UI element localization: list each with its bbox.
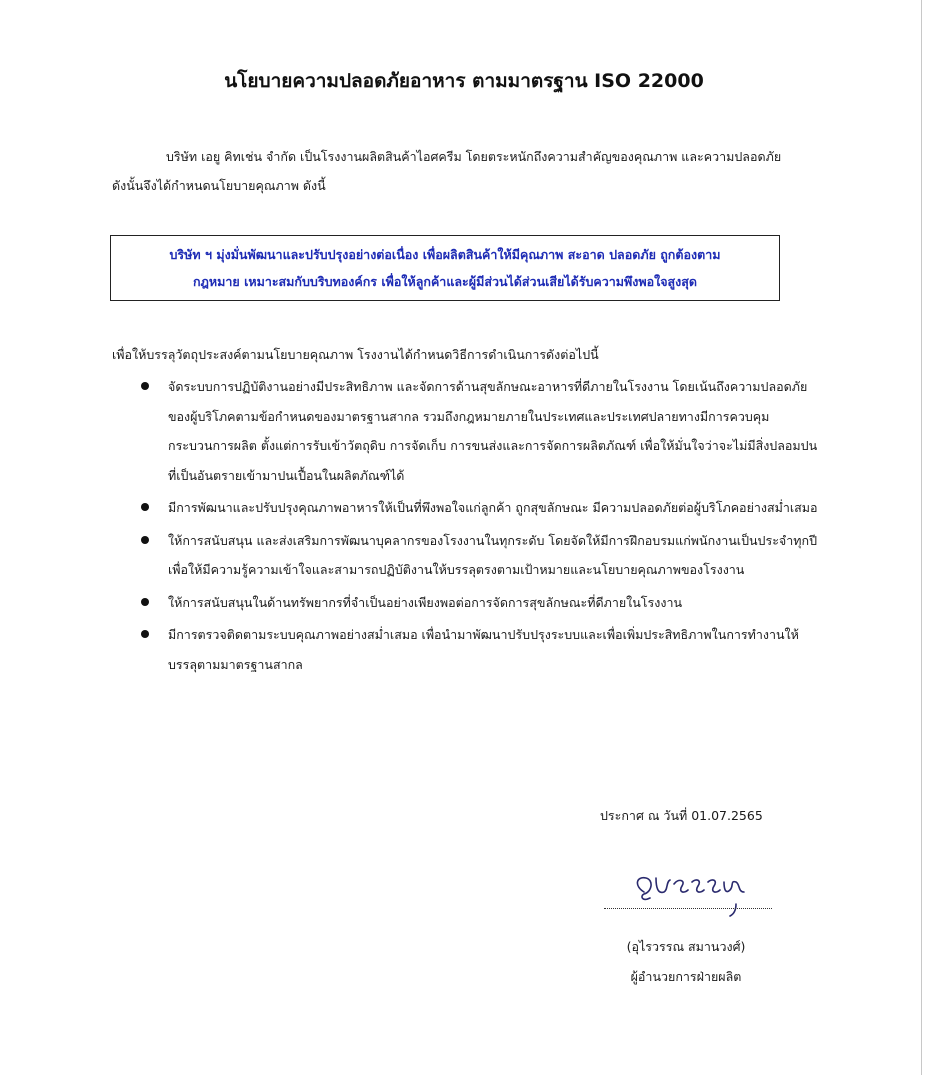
procedures-list bbox=[112, 372, 824, 682]
list-item bbox=[112, 493, 824, 523]
signer-name: (อุไรวรรณ สมานวงศ์) bbox=[626, 939, 746, 954]
bullet-icon bbox=[141, 503, 149, 511]
policy-statement-box bbox=[110, 235, 780, 301]
document-title: นโยบายความปลอดภัยอาหาร ตามมาตรฐาน ISO 22000 bbox=[224, 70, 704, 92]
procedures-lead: เพื่อให้บรรลุวัตถุประสงค์ตามนโยบายคุณภาพ โรงงานได้กำหนดวิธีการดำเนินการดังต่อไปนี้ bbox=[112, 347, 599, 362]
signature-line bbox=[604, 908, 772, 909]
bullet-icon bbox=[141, 630, 149, 638]
intro-paragraph: บริษัท เอยู คิทเช่น จำกัด เป็นโรงงานผลิตสินค้าไอศครีม โดยตระหนักถึงความสำคัญของคุณภาพ และความปลอดภัย ดังนั้นจึงได้กำหนดนโยบายคุณภาพ ดังนี้ bbox=[112, 149, 782, 193]
list-item bbox=[112, 526, 824, 585]
list-item bbox=[112, 588, 824, 618]
list-item-text: มีการตรวจติดตามระบบคุณภาพอย่างสม่ำเสมอ เพื่อนำมาพัฒนาปรับปรุงระบบและเพื่อเพิ่มประสิทธิภาพในการทำงานให้บรรลุตามมาตรฐานสากล bbox=[168, 627, 799, 672]
bullet-icon bbox=[141, 598, 149, 606]
handwritten-signature bbox=[626, 862, 766, 922]
announcement-date: ประกาศ ณ วันที่ 01.07.2565 bbox=[600, 808, 763, 823]
policy-statement-line-1: บริษัท ฯ มุ่งมั่นพัฒนาและปรับปรุงอย่างต่อเนื่อง เพื่อผลิตสินค้าให้มีคุณภาพ สะอาด ปลอดภัย ถูกต้องตาม bbox=[169, 247, 721, 262]
bullet-icon bbox=[141, 382, 149, 390]
list-item-text: ให้การสนับสนุน และส่งเสริมการพัฒนาบุคลากรของโรงงานในทุกระดับ โดยจัดให้มีการฝึกอบรมแก่พนักงานเป็นประจำทุกปี เพื่อให้มีความรู้ความเข้าใจและสามารถปฏิบัติงานให้บรรลุตรงตามเป้าหมายและนโยบายคุณภาพของโรงงาน bbox=[168, 532, 817, 577]
list-item-text: จัดระบบการปฏิบัติงานอย่างมีประสิทธิภาพ และจัดการด้านสุขลักษณะอาหารที่ดีภายในโรงงาน โดยเน้นถึงความปลอดภัยของผู้บริโภคตามข้อกำหนดของมาตรฐานสากล รวมถึงกฎหมายภายในประเทศและประเทศปลายทางมีการควบคุมกระบวนการผลิต ตั้งแต่การรับเข้าวัตถุดิบ การจัดเก็บ การขนส่งและการจัดการผลิตภัณฑ์ เพื่อให้มั่นใจว่าจะไม่มีสิ่งปลอมปนที่เป็นอันตรายเข้ามาปนเปื้อนในผลิตภัณฑ์ได้ bbox=[168, 379, 818, 483]
policy-statement-line-2: กฎหมาย เหมาะสมกับบริบทองค์กร เพื่อให้ลูกค้าและผู้มีส่วนได้ส่วนเสียได้รับความพึงพอใจสูงสุด bbox=[192, 274, 698, 289]
signer-title: ผู้อำนวยการฝ่ายผลิต bbox=[630, 969, 742, 984]
list-item bbox=[112, 372, 824, 490]
list-item bbox=[112, 620, 824, 679]
bullet-icon bbox=[141, 536, 149, 544]
list-item-text: ให้การสนับสนุนในด้านทรัพยากรที่จำเป็นอย่างเพียงพอต่อการจัดการสุขลักษณะที่ดีภายในโรงงาน bbox=[168, 594, 683, 610]
page-edge-line bbox=[921, 0, 922, 1075]
list-item-text: มีการพัฒนาและปรับปรุงคุณภาพอาหารให้เป็นที่พึงพอใจแก่ลูกค้า ถูกสุขลักษณะ มีความปลอดภัยต่อผู้บริโภคอย่างสม่ำเสมอ bbox=[168, 500, 818, 515]
